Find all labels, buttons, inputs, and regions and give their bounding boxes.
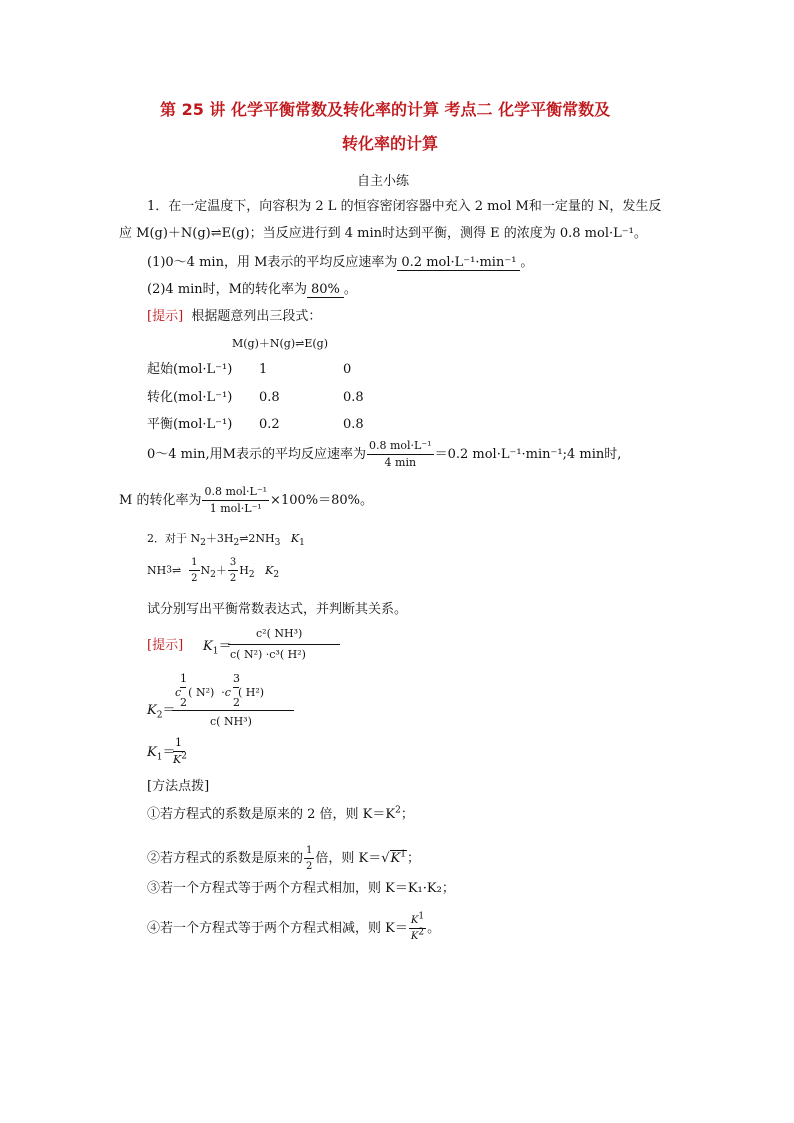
q2-line2: NH3⇌ $\frac{1}{2}$ $N_2+$ $\frac{3}{2}$ $H_2$ $K_2$ [147, 557, 280, 584]
k2-num-three-half: 3 [233, 672, 240, 685]
q1-sub1-prefix: (1)0～4 min，用 M表示的平均反应速率为 [147, 255, 398, 270]
k-relation-den: $K^2$ [173, 751, 187, 766]
q1-equation: M(g)＋N(g)⇌E(g) [232, 337, 329, 350]
q2-hint-label: [提示] [147, 638, 184, 653]
q1-sub2-suffix: 。 [343, 282, 357, 297]
q1-sub1-answer: 0.2 mol·L⁻¹·min⁻¹ [397, 256, 520, 271]
table-cell-m-1: 0.8 [259, 390, 280, 405]
frac-three-halves: $\frac{3}{2}$ [229, 557, 237, 584]
q1-hint-text: 根据题意列出三段式： [191, 309, 322, 324]
page-title-line2: 转化率的计算 [342, 134, 439, 153]
q1-calc2-fraction [202, 486, 269, 515]
k2-three-half-den: 2 [233, 696, 240, 709]
method-item-4-text: ④若一个方程式等于两个方程式相减，则 K＝ [147, 921, 408, 936]
k2-three-half-bar [233, 687, 239, 688]
q1-calc2-suffix: ×100%＝80%。 [270, 493, 373, 509]
q1-sub1 [147, 256, 533, 271]
q2-instruction: 试分别写出平衡常数表达式，并判断其关系。 [147, 602, 408, 617]
q1-hint [147, 310, 321, 323]
k2-half-bar [180, 687, 186, 688]
method-item-2-half: $\frac{1}{2}$ [306, 845, 313, 872]
q2-line1: 2．对于 $N_2+3H_2\rightleftharpoons 2NH_3$ $K_1$ [147, 532, 305, 549]
table-cell-e-2: 0.8 [343, 417, 364, 432]
table-row-label-2: 平衡(mol·L⁻¹) [147, 417, 233, 432]
q1-sub2-answer: 80% [307, 283, 344, 298]
k-relation-num: 1 [175, 736, 182, 749]
k1-fraction-bar [228, 644, 340, 645]
k2-numerator: c ( N²) ·c ( H²) [175, 686, 265, 699]
sqrt-k: $√K^1$ [381, 849, 406, 866]
method-item-2-text: ②若方程式的系数是原来的 [147, 851, 304, 866]
q2-line2-k: K [265, 564, 274, 577]
k1-denominator: c( N²) ·c³( H²) [230, 648, 306, 661]
q1-calc2-num: 0.8 mol·L⁻¹ [202, 486, 269, 501]
q2-line2-rev: ⇌ [171, 564, 182, 577]
table-cell-e-0: 0 [343, 362, 352, 377]
table-cell-m-0: 1 [259, 362, 268, 377]
k1-numerator: c²( NH³) [256, 627, 303, 640]
table-row-label-0: 起始(mol·L⁻¹) [147, 362, 233, 377]
method-item-1-text: ①若方程式的系数是原来的 2 倍，则 K＝K [147, 807, 396, 822]
q1-calc1-den: 4 min [384, 456, 417, 470]
table-row-label-1: 转化(mol·L⁻¹) [147, 390, 233, 405]
table-cell-e-1: 0.8 [343, 390, 364, 405]
q1-calc2-prefix: M 的转化率为 [119, 493, 202, 509]
method-item-4 [147, 911, 441, 942]
section-heading: 自主小练 [357, 174, 410, 189]
q1-calc1-fraction [367, 440, 434, 469]
q2-hint-tag [147, 639, 183, 652]
method-item-4-suffix: 。 [427, 921, 441, 936]
q2-line1-mid: ＋3H [205, 532, 234, 545]
q1-calc1 [147, 440, 621, 469]
q1-calc2-den: 1 mol·L⁻¹ [209, 502, 262, 516]
method-item-2 [147, 845, 420, 872]
method-item-2-mid: 倍，则 K＝ [315, 851, 382, 866]
method-item-2-suffix: ； [407, 851, 421, 866]
q1-calc1-suffix: ＝0.2 mol·L⁻¹·min⁻¹;4 min时, [434, 447, 622, 463]
q1-sub2 [147, 283, 357, 298]
q2-line2-prefix: NH [147, 564, 167, 577]
method-item-1-suffix: ； [400, 807, 414, 822]
k-relation: $K_1=$ [147, 745, 176, 763]
q2-line1-prefix: 2．对于 N [147, 532, 201, 545]
q1-sub1-suffix: 。 [520, 255, 534, 270]
k1-label: $K_1=$ [203, 639, 232, 657]
q2-line1-k: K [290, 532, 300, 545]
q1-calc1-prefix: 0～4 min,用M表示的平均反应速率为 [147, 447, 366, 463]
q1-line2: 应 M(g)＋N(g)⇌E(g)；当反应进行到 4 min时达到平衡，测得 E 的浓度为 0.8 mol·L⁻¹。 [119, 226, 647, 241]
frac-half: $\frac{1}{2}$ [191, 557, 198, 584]
method-item-4-ratio: $\frac{K^1}{K^2}$ [410, 911, 425, 942]
q1-sub2-prefix: (2)4 min时，M的转化率为 [147, 282, 307, 297]
method-item-3: ③若一个方程式等于两个方程式相加，则 K＝K₁·K₂； [147, 881, 455, 896]
k2-num-half: 1 [180, 672, 187, 685]
k2-half-den: 2 [180, 696, 187, 709]
q2-line1-mid2: ⇌2NH [239, 532, 275, 545]
k2-fraction-bar [172, 710, 294, 711]
page-title-line1: 第 25 讲 化学平衡常数及转化率的计算 考点二 化学平衡常数及 [160, 100, 611, 119]
method-header: [方法点拨] [147, 779, 210, 794]
q1-calc1-num: 0.8 mol·L⁻¹ [367, 440, 434, 455]
table-cell-m-2: 0.2 [259, 417, 280, 432]
q1-hint-tag: [提示] [147, 309, 184, 324]
q1-calc2 [119, 486, 373, 515]
k2-denominator: c( NH³) [210, 715, 252, 728]
method-item-1: ①若方程式的系数是原来的 2 倍，则 $K=K^2$； [147, 805, 414, 822]
k2-label: $K_2=$ [147, 703, 176, 721]
q1-line1: 1．在一定温度下，向容积为 2 L 的恒容密闭容器中充入 2 mol M和一定量的 N，发生反 [147, 199, 662, 214]
